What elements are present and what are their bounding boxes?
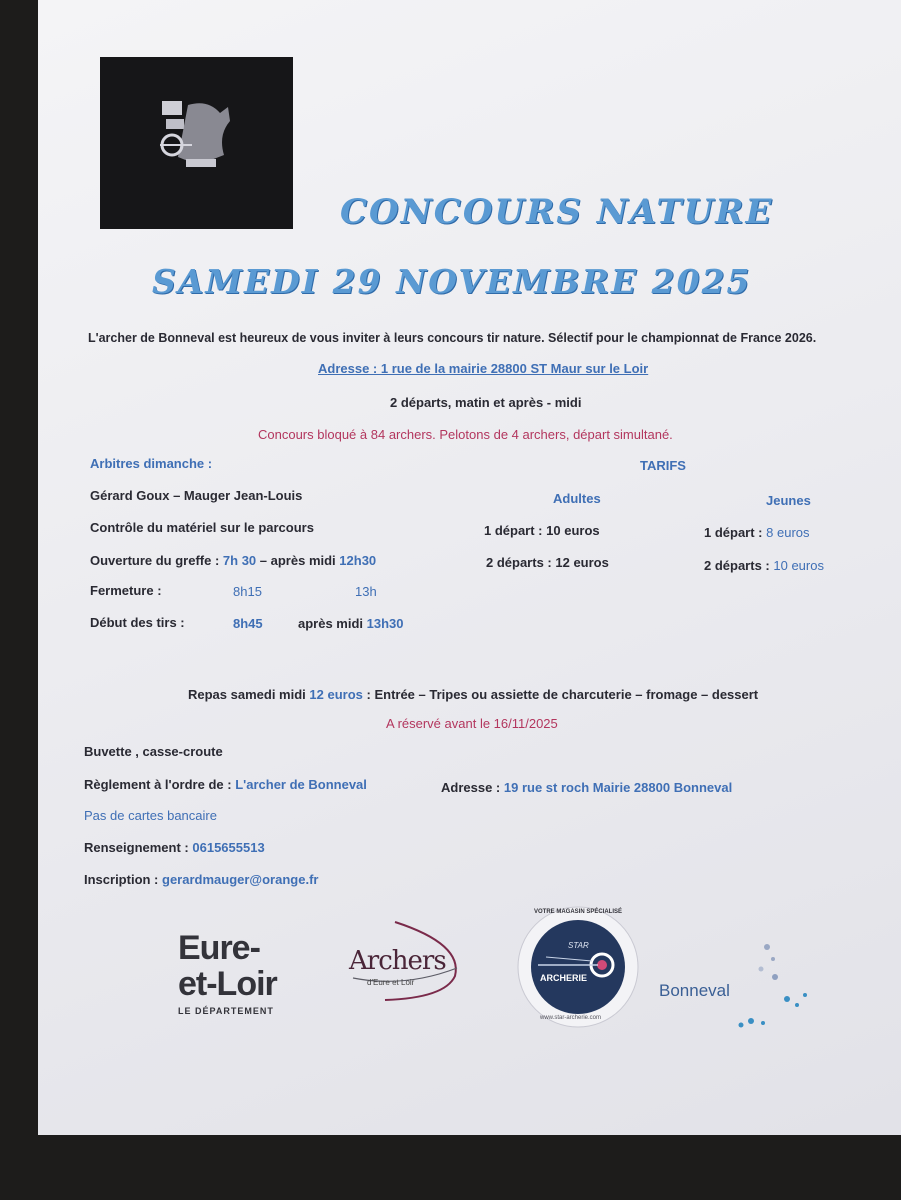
eure-line1: Eure- xyxy=(178,929,260,967)
bonneval-main: Bonneval xyxy=(659,981,730,1000)
adult-2-value: 12 euros xyxy=(555,555,609,570)
adult-1-label: 1 départ : xyxy=(484,523,543,538)
adult-1-value: 10 euros xyxy=(546,523,600,538)
young-1-row xyxy=(704,525,810,540)
debut-afternoon: 13h30 xyxy=(366,616,404,631)
inscription-row xyxy=(84,872,318,887)
archers-sub: d'Eure et Loir xyxy=(367,978,415,987)
debut-afternoon-row xyxy=(298,616,404,631)
repas-prefix: Repas samedi midi xyxy=(188,687,306,702)
young-1-label: 1 départ : xyxy=(704,525,763,540)
ouverture-afternoon: 12h30 xyxy=(339,553,377,568)
star-mid: STAR xyxy=(568,941,589,950)
adresse-value: 19 rue st roch Mairie 28800 Bonneval xyxy=(503,780,733,795)
ouverture-mid: – après midi xyxy=(259,553,336,568)
fermeture-label: Fermeture : xyxy=(90,583,162,598)
eure-sub: LE DÉPARTEMENT xyxy=(178,1006,274,1016)
eure-et-loir-logo xyxy=(178,930,277,1016)
star-archerie-logo xyxy=(516,905,640,1029)
tarifs-title: TARIFS xyxy=(640,458,686,473)
eure-line2: et-Loir xyxy=(178,965,277,1003)
event-address: Adresse : 1 rue de la mairie 28800 ST Maur sur le Loir xyxy=(318,361,649,376)
ouverture-morning: 7h 30 xyxy=(222,553,257,568)
controle-text: Contrôle du matériel sur le parcours xyxy=(90,520,314,535)
reglement-value: L'archer de Bonneval xyxy=(235,777,367,792)
repas-row xyxy=(188,687,758,702)
archer-emblem-icon xyxy=(158,95,238,175)
archers-eure-loir-logo xyxy=(345,918,470,1008)
ouverture-label: Ouverture du greffe : xyxy=(90,553,220,568)
fermeture-morning: 8h15 xyxy=(233,584,262,599)
star-top: VOTRE MAGASIN SPÉCIALISÉ xyxy=(533,909,622,915)
buvette-text: Buvette , casse-croute xyxy=(84,744,223,759)
debut-label: Début des tirs : xyxy=(90,615,185,630)
adult-2-label: 2 départs : xyxy=(486,555,552,570)
bonneval-logo xyxy=(655,925,815,1035)
fermeture-afternoon: 13h xyxy=(355,584,377,599)
arbitres-names: Gérard Goux – Mauger Jean-Louis xyxy=(90,488,303,503)
repas-price: 12 euros xyxy=(309,687,363,702)
bonneval-splash-icon xyxy=(655,925,815,1035)
young-1-value: 8 euros xyxy=(766,525,810,540)
flyer-date: SAMEDI 29 NOVEMBRE 2025 xyxy=(152,262,752,301)
adultes-header: Adultes xyxy=(553,491,601,506)
inscription-label: Inscription : xyxy=(84,872,159,887)
email-address: gerardmauger@orange.fr xyxy=(162,872,319,887)
phone-number: 0615655513 xyxy=(192,840,265,855)
adult-2-row xyxy=(486,555,609,570)
star-url: www.star-archerie.com xyxy=(540,1015,602,1021)
young-2-label: 2 départs : xyxy=(704,558,770,573)
young-2-row xyxy=(704,558,824,573)
star-archerie-emblem-icon xyxy=(516,905,640,1029)
young-2-value: 10 euros xyxy=(773,558,824,573)
ouverture-row xyxy=(90,553,376,568)
reglement-label: Règlement à l'ordre de : xyxy=(84,777,232,792)
intro-text: L'archer de Bonneval est heureux de vous inviter à leurs concours tir nature. Sélectif pour le championnat de France 2026. xyxy=(88,331,817,345)
repas-reserve: A réservé avant le 16/11/2025 xyxy=(386,716,558,731)
capacity-text: Concours bloqué à 84 archers. Pelotons de 4 archers, départ simultané. xyxy=(258,427,673,442)
departs-text: 2 départs, matin et après - midi xyxy=(390,395,582,410)
adult-1-row xyxy=(484,523,600,538)
star-main: ARCHERIE xyxy=(540,973,588,983)
jeunes-header: Jeunes xyxy=(766,493,811,508)
adresse-label: Adresse : xyxy=(441,780,501,795)
renseignement-row xyxy=(84,840,265,855)
club-logo xyxy=(100,57,293,229)
debut-mid: après midi xyxy=(298,616,364,631)
cartes-text: Pas de cartes bancaire xyxy=(84,808,217,823)
renseignement-label: Renseignement : xyxy=(84,840,189,855)
debut-morning: 8h45 xyxy=(233,616,263,631)
repas-menu: : Entrée – Tripes ou assiette de charcuterie – fromage – dessert xyxy=(366,687,759,702)
reglement-row xyxy=(84,777,367,792)
adresse-row xyxy=(441,780,732,795)
arbitres-label: Arbitres dimanche : xyxy=(90,456,213,471)
flyer-title: CONCOURS NATURE xyxy=(340,192,774,232)
archers-main: Archers xyxy=(349,946,446,976)
